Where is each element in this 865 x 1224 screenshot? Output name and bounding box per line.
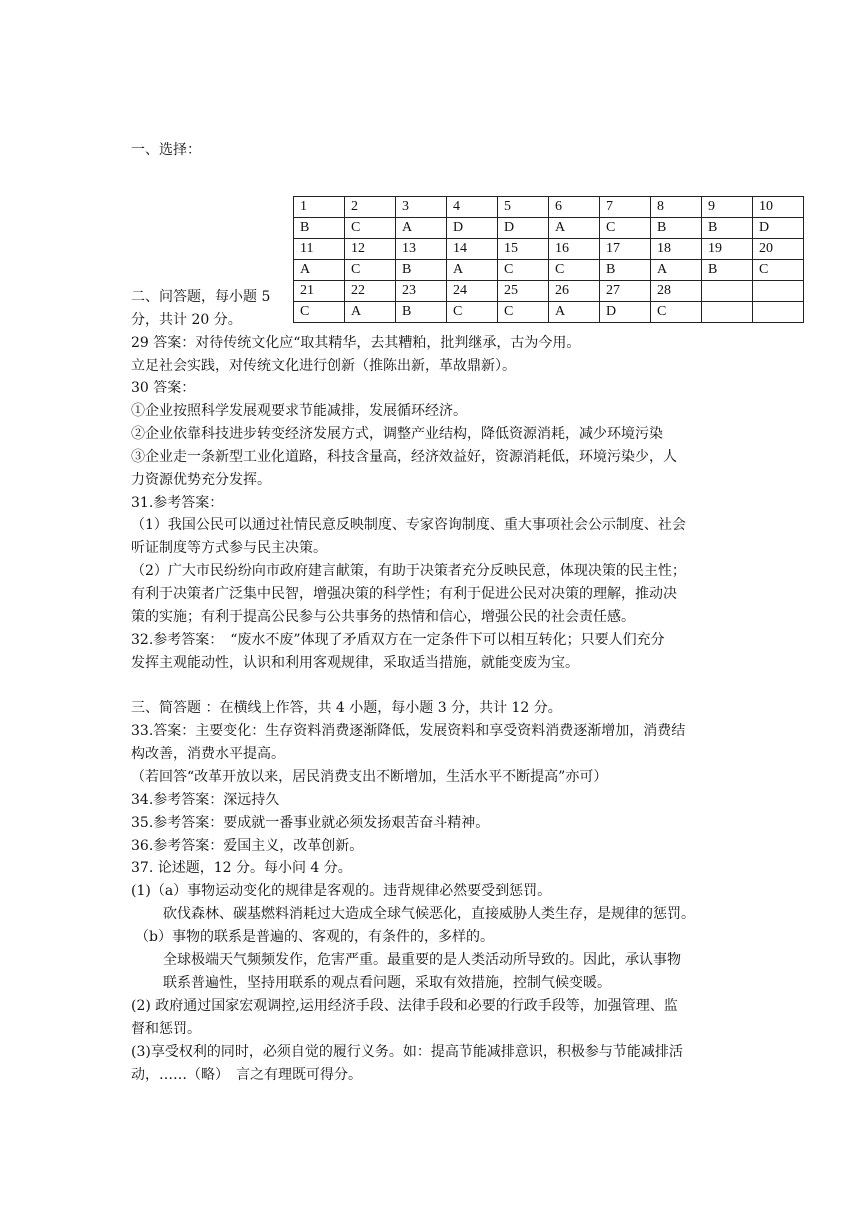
- answer-table-cell: 14: [447, 239, 498, 260]
- q30-point3: ③企业走一条新型工业化道路，科技含量高，经济效益好，资源消耗低，环境污染少，人: [131, 449, 677, 465]
- q35-answer: 35.参考答案：要成就一番事业就必须发扬艰苦奋斗精神。: [131, 815, 490, 831]
- answer-table-cell: D: [753, 218, 804, 239]
- answer-table-cell: C: [498, 302, 549, 323]
- answer-table-cell: B: [600, 260, 651, 281]
- answer-table-cell: 8: [651, 197, 702, 218]
- answer-table-cell: C: [549, 260, 600, 281]
- answer-table-cell: C: [651, 302, 702, 323]
- answer-table-cell: D: [600, 302, 651, 323]
- answer-table-cell: C: [600, 218, 651, 239]
- section2-title-line1: 二、问答题，每小题 5: [131, 289, 271, 305]
- q31-part1: （1）我国公民可以通过社情民意反映制度、专家咨询制度、重大事项社会公示制度、社会: [131, 517, 686, 533]
- q30-point3-cont: 力资源优势充分发挥。: [131, 472, 271, 488]
- answer-table-cell: 16: [549, 239, 600, 260]
- q30-point2: ②企业依靠科技进步转变经济发展方式，调整产业结构，降低资源消耗，减少环境污染: [131, 426, 663, 442]
- q37-part3: (3)享受权利的同时，必须自觉的履行义务。如：提高节能减排意识，积极参与节能减排活: [131, 1044, 683, 1060]
- answer-table-cell: 2: [345, 197, 396, 218]
- answer-table-cell: 10: [753, 197, 804, 218]
- answer-table-row: [294, 260, 804, 281]
- answer-table-cell: 15: [498, 239, 549, 260]
- answer-table-cell: 3: [396, 197, 447, 218]
- answer-table-cell: 21: [294, 281, 345, 302]
- q32-line1: 32.参考答案： “废水不废”体现了矛盾双方在一定条件下可以相互转化；只要人们充分: [131, 632, 665, 648]
- answer-table-cell: B: [702, 218, 753, 239]
- q37-part1b-detail2: 联系普遍性，坚持用联系的观点看问题，采取有效措施，控制气候变暖。: [163, 975, 611, 991]
- answer-table-cell: 23: [396, 281, 447, 302]
- answer-table-cell: 19: [702, 239, 753, 260]
- answer-table-cell: 22: [345, 281, 396, 302]
- q37-part1a: (1)（a）事物运动变化的规律是客观的。违背规律必然要受到惩罚。: [131, 883, 552, 899]
- q33-line1: 33.答案：主要变化：生存资料消费逐渐降低，发展资料和享受资料消费逐渐增加，消费结: [131, 723, 686, 739]
- answer-table-cell: A: [294, 260, 345, 281]
- q29-line1: 29 答案：对待传统文化应“取其精华，去其糟粕，批判继承，古为今用。: [131, 335, 581, 351]
- answer-table-cell: A: [447, 260, 498, 281]
- q32-line2: 发挥主观能动性，认识和利用客观规律，采取适当措施，就能变废为宝。: [131, 655, 579, 671]
- answer-table-cell: C: [345, 260, 396, 281]
- q37-heading: 37. 论述题，12 分。每小问 4 分。: [131, 860, 352, 876]
- answer-table-cell: C: [498, 260, 549, 281]
- answer-table-cell: 20: [753, 239, 804, 260]
- answer-table-cell: 27: [600, 281, 651, 302]
- answer-table-cell: A: [651, 260, 702, 281]
- q30-point1: ①企业按照科学发展观要求节能减排，发展循环经济。: [131, 403, 467, 419]
- answer-table-cell: 13: [396, 239, 447, 260]
- q33-alt-answer: （若回答“改革开放以来，居民消费支出不断增加，生活水平不断提高”亦可）: [131, 769, 608, 785]
- answer-table-cell: 17: [600, 239, 651, 260]
- answer-table-cell: 26: [549, 281, 600, 302]
- answer-table-cell: B: [294, 218, 345, 239]
- section2-title-line2: 分，共计 20 分。: [131, 312, 242, 328]
- answer-table-cell: B: [702, 260, 753, 281]
- answer-table-cell: B: [396, 302, 447, 323]
- q37-part3-cont: 动，……（略） 言之有理既可得分。: [131, 1067, 362, 1083]
- q31-heading: 31.参考答案：: [131, 495, 224, 511]
- answer-table-cell: C: [294, 302, 345, 323]
- answer-table-cell: 11: [294, 239, 345, 260]
- answer-table-row: [294, 218, 804, 239]
- answer-table-cell: D: [447, 218, 498, 239]
- answer-table-cell: 12: [345, 239, 396, 260]
- answer-table-cell: 24: [447, 281, 498, 302]
- answer-table-cell: A: [396, 218, 447, 239]
- answer-table-cell: 5: [498, 197, 549, 218]
- answer-table-cell: 6: [549, 197, 600, 218]
- q37-part2: (2) 政府通过国家宏观调控,运用经济手段、法律手段和必要的行政手段等，加强管理、监: [131, 998, 678, 1014]
- answer-table-cell: B: [651, 218, 702, 239]
- q31-part1-cont: 听证制度等方式参与民主决策。: [131, 540, 327, 556]
- answer-table: [293, 196, 804, 323]
- answer-table-cell: [753, 302, 804, 323]
- answer-table-cell: A: [549, 218, 600, 239]
- answer-table-row: [294, 281, 804, 302]
- q37-part1a-detail: 砍伐森林、碳基燃料消耗过大造成全球气候恶化，直接威胁人类生存，是规律的惩罚。: [163, 906, 695, 922]
- section1-title: 一、选择：: [131, 142, 201, 158]
- answer-table-row: [294, 239, 804, 260]
- q31-part2-cont2: 策的实施；有利于提高公民参与公共事务的热情和信心，增强公民的社会责任感。: [131, 609, 635, 625]
- q36-answer: 36.参考答案：爱国主义，改革创新。: [131, 838, 364, 854]
- q34-answer: 34.参考答案：深远持久: [131, 792, 280, 808]
- answer-table-cell: D: [498, 218, 549, 239]
- answer-table-row: [294, 302, 804, 323]
- q37-part2-cont: 督和惩罚。: [131, 1021, 201, 1037]
- section3-title: 三、简答题 ：在横线上作答，共 4 小题，每小题 3 分，共计 12 分。: [131, 700, 562, 716]
- answer-table-cell: 28: [651, 281, 702, 302]
- q29-line2: 立足社会实践，对传统文化进行创新（推陈出新，革故鼎新）。: [131, 358, 516, 374]
- answer-table-cell: C: [753, 260, 804, 281]
- answer-table-cell: [753, 281, 804, 302]
- answer-table-cell: A: [345, 302, 396, 323]
- q37-part1b-detail1: 全球极端天气频频发作，危害严重。最重要的是人类活动所导致的。因此，承认事物: [163, 952, 681, 968]
- answer-table-cell: [702, 281, 753, 302]
- answer-table-cell: C: [447, 302, 498, 323]
- q37-part1b: （b）事物的联系是普遍的、客观的，有条件的，多样的。: [135, 929, 494, 945]
- q31-part2-cont1: 有利于决策者广泛集中民智，增强决策的科学性；有利于促进公民对决策的理解，推动决: [131, 586, 677, 602]
- answer-table-row: [294, 197, 804, 218]
- q33-line2: 构改善，消费水平提高。: [131, 746, 285, 762]
- answer-table-cell: B: [396, 260, 447, 281]
- answer-table-cell: C: [345, 218, 396, 239]
- answer-table-cell: [702, 302, 753, 323]
- answer-table-cell: 9: [702, 197, 753, 218]
- q31-part2: （2）广大市民纷纷向市政府建言献策，有助于决策者充分反映民意，体现决策的民主性；: [131, 563, 686, 579]
- answer-table-cell: 1: [294, 197, 345, 218]
- q30-heading: 30 答案：: [131, 380, 196, 396]
- answer-table-cell: 18: [651, 239, 702, 260]
- answer-table-cell: 7: [600, 197, 651, 218]
- answer-table-cell: A: [549, 302, 600, 323]
- answer-table-cell: 4: [447, 197, 498, 218]
- answer-table-cell: 25: [498, 281, 549, 302]
